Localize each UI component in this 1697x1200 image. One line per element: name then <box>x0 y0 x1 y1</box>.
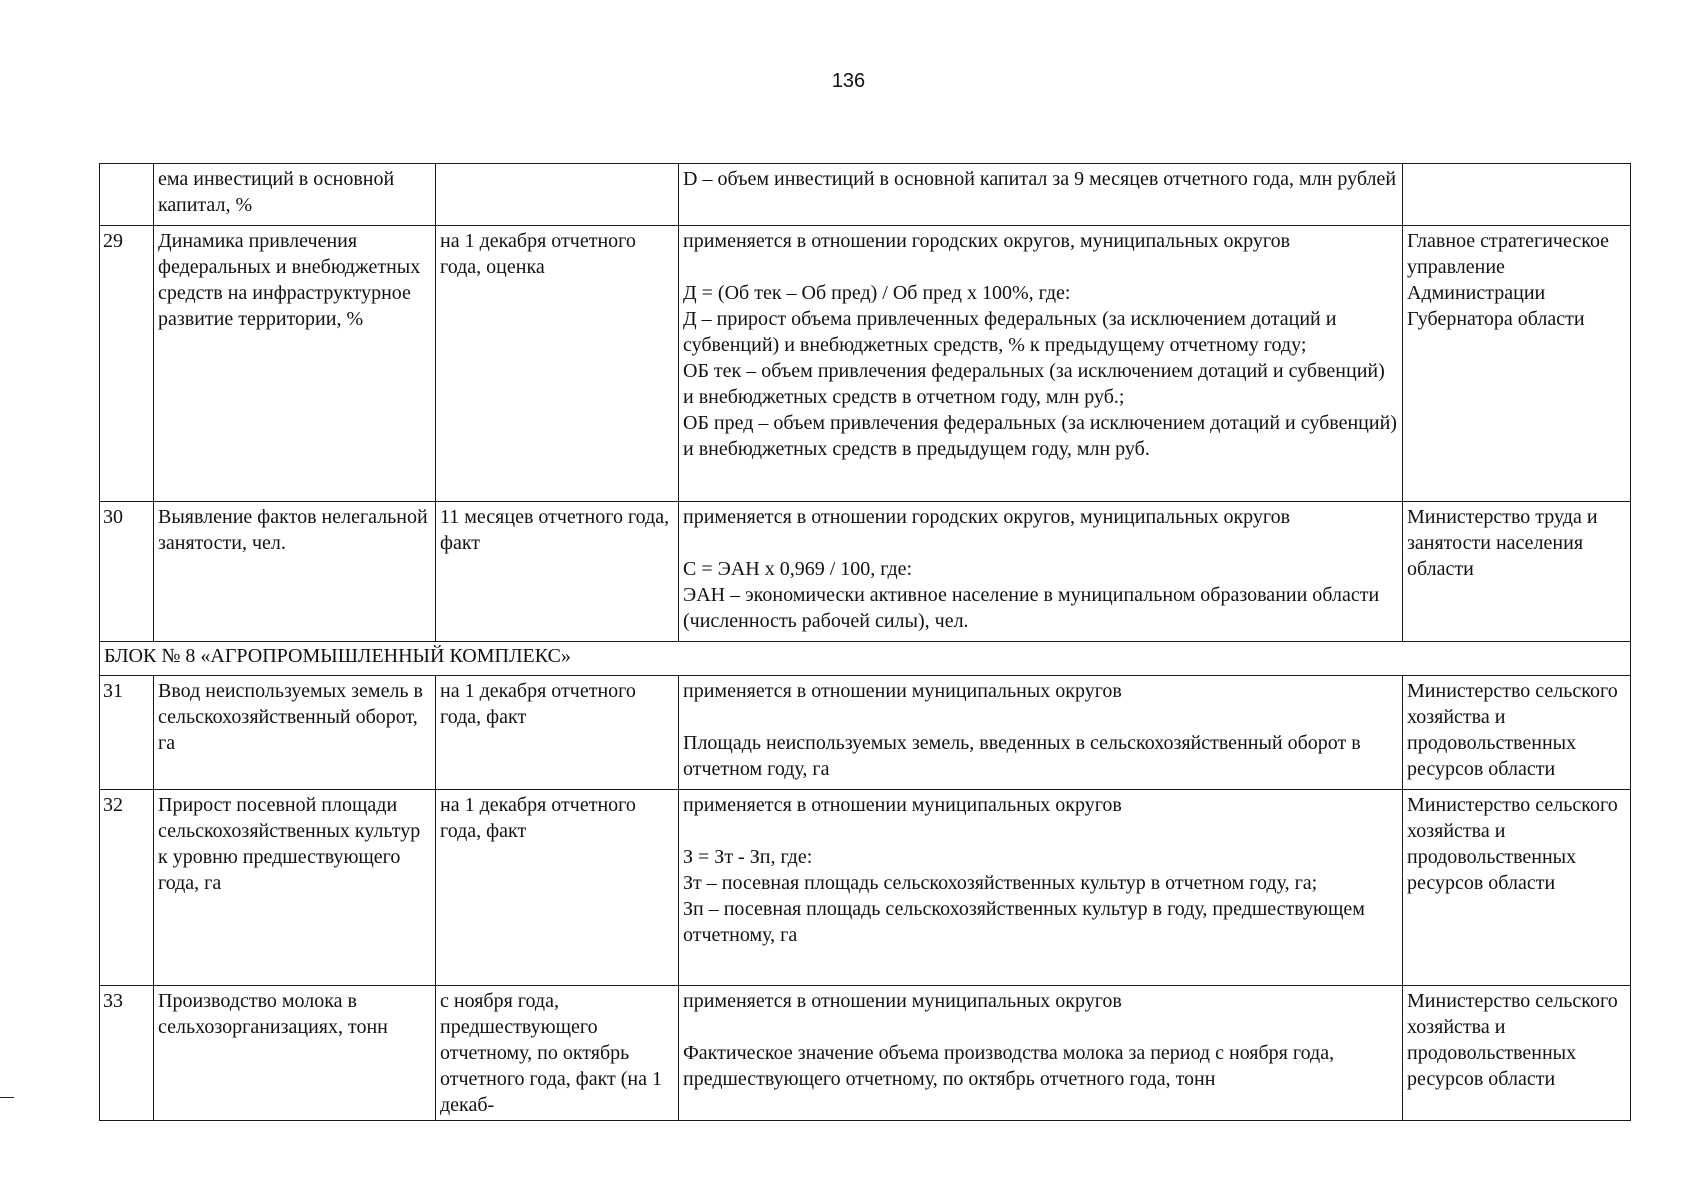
method-line: ОБ тек – объем привлечения федеральных (за исключением дотаций и субвенций) и внебюджетных средств в отчетном году, млн руб.; <box>683 360 1385 408</box>
calculation-method <box>679 790 1403 986</box>
method-line: применяется в отношении городских округов, муниципальных округов <box>683 506 1291 528</box>
block-heading-row <box>100 642 1631 676</box>
table-row <box>100 164 1631 226</box>
indicator-name: ема инвестиций в основной капитал, % <box>154 164 436 226</box>
responsible-body: Министерство сельского хозяйства и продовольственных ресурсов области <box>1403 676 1631 790</box>
responsible-body <box>1403 164 1631 226</box>
method-line: применяется в отношении муниципальных округов <box>683 680 1122 702</box>
row-number <box>100 164 154 226</box>
method-line: D – объем инвестиций в основной капитал за 9 месяцев отчетного года, млн рублей <box>683 168 1397 190</box>
method-spacer <box>683 704 1398 730</box>
indicator-name: Динамика привлечения федеральных и внебюджетных средств на инфраструктурное развитие территории, % <box>154 226 436 502</box>
indicator-period: на 1 декабря отчетного года, оценка <box>436 226 679 502</box>
table-row <box>100 502 1631 642</box>
indicator-period: 11 месяцев отчетного года, факт <box>436 502 679 642</box>
block-heading: БЛОК № 8 «АГРОПРОМЫШЛЕННЫЙ КОМПЛЕКС» <box>100 642 1631 676</box>
indicator-period: с ноября года, предшествующего отчетному, по октябрь отчетного года, факт (на 1 декаб- <box>436 986 679 1121</box>
calculation-method <box>679 226 1403 502</box>
method-spacer <box>683 1014 1398 1040</box>
method-spacer <box>683 530 1398 556</box>
method-line: Зп – посевная площадь сельскохозяйственных культур в году, предшествующем отчетному, га <box>683 898 1365 946</box>
responsible-body: Главное стратегическое управление Администрации Губернатора области <box>1403 226 1631 502</box>
page-number: 136 <box>831 70 866 92</box>
method-line: применяется в отношении муниципальных округов <box>683 990 1122 1012</box>
responsible-body: Министерство сельского хозяйства и продовольственных ресурсов области <box>1403 986 1631 1121</box>
method-line: Д – прирост объема привлеченных федеральных (за исключением дотаций и субвенций) и внебюджетных средств, % к предыдущему отчетному году; <box>683 308 1337 356</box>
method-line: Зт – посевная площадь сельскохозяйственных культур в отчетном году, га; <box>683 872 1318 894</box>
table-row <box>100 790 1631 986</box>
indicator-name: Производство молока в сельхозорганизациях, тонн <box>154 986 436 1121</box>
responsible-body: Министерство сельского хозяйства и продовольственных ресурсов области <box>1403 790 1631 986</box>
formula-line: С = ЭАН х 0,969 / 100, где: <box>683 558 913 580</box>
indicator-name: Прирост посевной площади сельскохозяйственных культур к уровню предшествующего года, га <box>154 790 436 986</box>
margin-mark <box>0 1097 14 1098</box>
row-number: 30 <box>100 502 154 642</box>
calculation-method <box>679 676 1403 790</box>
indicator-period: на 1 декабря отчетного года, факт <box>436 676 679 790</box>
method-line: ОБ пред – объем привлечения федеральных (за исключением дотаций и субвенций) и внебюджетных средств в предыдущем году, млн руб. <box>683 412 1397 460</box>
method-line: применяется в отношении муниципальных округов <box>683 794 1122 816</box>
row-number: 31 <box>100 676 154 790</box>
formula-line: Д = (Об тек – Об пред) / Об пред х 100%, где: <box>683 282 1071 304</box>
method-line: Фактическое значение объема производства молока за период с ноября года, предшествующего отчетному, по октябрь отчетного года, тонн <box>683 1042 1335 1090</box>
table-row <box>100 986 1631 1121</box>
method-line: применяется в отношении городских округов, муниципальных округов <box>683 230 1291 252</box>
method-line: ЭАН – экономически активное население в муниципальном образовании области (численность рабочей силы), чел. <box>683 584 1380 632</box>
indicator-period: на 1 декабря отчетного года, факт <box>436 790 679 986</box>
table-row <box>100 226 1631 502</box>
method-spacer <box>683 254 1398 280</box>
method-spacer <box>683 818 1398 844</box>
indicator-period <box>436 164 679 226</box>
indicator-name: Выявление фактов нелегальной занятости, чел. <box>154 502 436 642</box>
calculation-method <box>679 986 1403 1121</box>
calculation-method <box>679 502 1403 642</box>
method-line: Площадь неиспользуемых земель, введенных в сельскохозяйственный оборот в отчетном году, га <box>683 732 1361 780</box>
table-row <box>100 676 1631 790</box>
row-number: 33 <box>100 986 154 1121</box>
calculation-method <box>679 164 1403 226</box>
indicators-table <box>99 163 1631 1121</box>
responsible-body: Министерство труда и занятости населения области <box>1403 502 1631 642</box>
row-number: 29 <box>100 226 154 502</box>
formula-line: З = Зт - Зп, где: <box>683 846 813 868</box>
indicator-name: Ввод неиспользуемых земель в сельскохозяйственный оборот, га <box>154 676 436 790</box>
row-number: 32 <box>100 790 154 986</box>
